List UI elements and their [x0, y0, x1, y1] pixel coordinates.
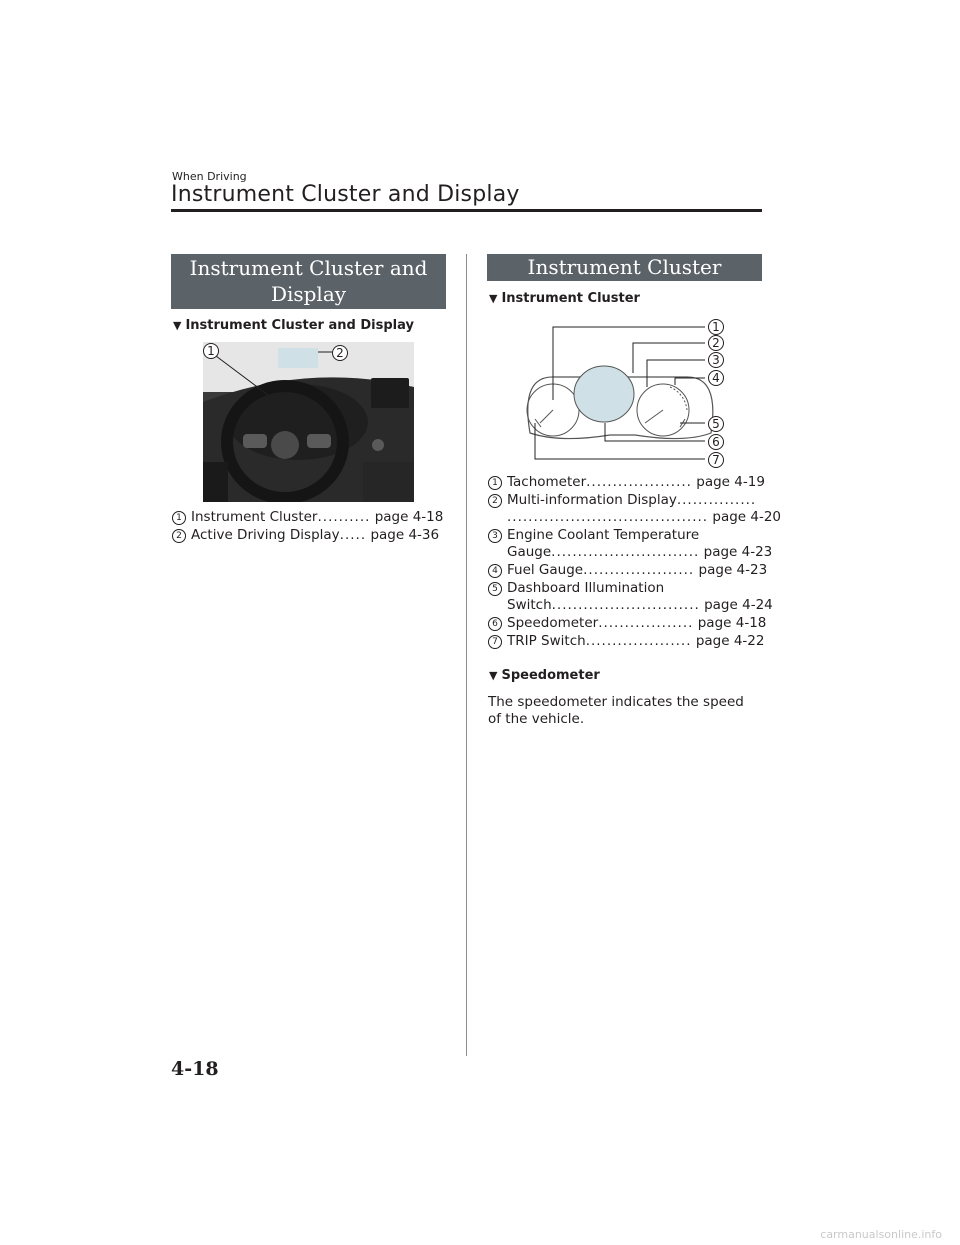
item-number: 3 — [488, 529, 502, 543]
item-page: page 4-24 — [704, 597, 773, 613]
right-subheading-text: Instrument Cluster — [501, 291, 640, 306]
item-dots: ............................ — [551, 544, 700, 560]
item-page: page 4-23 — [698, 562, 768, 578]
item-label: Fuel Gauge — [507, 562, 584, 578]
item-number: 2 — [488, 494, 502, 508]
list-item — [488, 527, 699, 544]
item-page: page 4-18 — [697, 615, 767, 631]
right-banner: Instrument Cluster — [487, 254, 762, 281]
left-banner: Instrument Cluster and Display — [171, 254, 446, 309]
list-item — [488, 474, 765, 491]
item-label: Active Driving Display — [191, 527, 340, 543]
callout-5: 5 — [708, 416, 724, 432]
item-dots: ............................ — [551, 597, 700, 613]
item-label: TRIP Switch — [507, 633, 586, 649]
item-number: 5 — [488, 582, 502, 596]
item-page: page 4-20 — [712, 509, 782, 525]
callout-6: 6 — [708, 434, 724, 450]
instrument-cluster-diagram — [515, 315, 730, 470]
triangle-icon: ▼ — [489, 669, 498, 682]
item-label: Multi-information Display — [507, 492, 677, 508]
item-number: 4 — [488, 564, 502, 578]
watermark: carmanualsonline.info — [820, 1228, 942, 1241]
item-number: 7 — [488, 635, 502, 649]
item-number: 2 — [172, 529, 186, 543]
item-label: Tachometer — [507, 474, 587, 490]
left-subheading — [173, 318, 414, 333]
item-label: Instrument Cluster — [191, 509, 318, 525]
list-item — [488, 633, 764, 650]
item-number: 1 — [488, 476, 502, 490]
item-dots: .................... — [586, 474, 692, 490]
left-leader-lines — [200, 340, 350, 420]
item-dots: .................. — [598, 615, 694, 631]
item-page: page 4-19 — [696, 474, 765, 490]
section-label: When Driving — [172, 170, 247, 183]
callout-1: 1 — [203, 343, 219, 359]
list-item — [172, 509, 443, 526]
item-dots: ..................... — [583, 562, 695, 578]
left-subheading-text: Instrument Cluster and Display — [185, 318, 414, 333]
triangle-icon: ▼ — [489, 292, 498, 305]
triangle-icon: ▼ — [173, 319, 182, 332]
item-number: 1 — [172, 511, 186, 525]
column-divider — [466, 254, 467, 1056]
speedometer-description: The speedometer indicates the speed of the vehicle. — [488, 694, 744, 727]
item-number: 6 — [488, 617, 502, 631]
item-dots: ............... — [676, 492, 757, 508]
item-dots: ..... — [339, 527, 367, 543]
list-item-continuation — [507, 597, 773, 614]
right-subheading — [489, 291, 640, 306]
page-title: Instrument Cluster and Display — [171, 182, 520, 207]
list-item — [488, 615, 766, 632]
item-label: Gauge — [507, 544, 552, 560]
list-item — [172, 527, 439, 544]
page-number: 4-18 — [171, 1058, 219, 1080]
list-item — [488, 580, 664, 597]
item-page: page 4-23 — [703, 544, 773, 560]
speedometer-subheading — [489, 668, 600, 683]
list-item — [488, 492, 756, 509]
item-page: page 4-18 — [374, 509, 444, 525]
list-item-continuation — [507, 509, 781, 526]
item-label: Engine Coolant Temperature — [507, 527, 700, 543]
callout-4: 4 — [708, 370, 724, 386]
callout-7: 7 — [708, 452, 724, 468]
item-dots: .......... — [317, 509, 371, 525]
item-page: page 4-22 — [695, 633, 765, 649]
callout-1: 1 — [708, 319, 724, 335]
item-label: Dashboard Illumination — [507, 580, 665, 596]
item-label: Speedometer — [507, 615, 599, 631]
item-page: page 4-36 — [370, 527, 440, 543]
item-label: Switch — [507, 597, 552, 613]
list-item-continuation — [507, 544, 772, 561]
callout-2: 2 — [708, 335, 724, 351]
list-item — [488, 562, 767, 579]
item-dots: .................... — [585, 633, 692, 649]
header-rule — [171, 209, 762, 212]
callout-2: 2 — [332, 345, 348, 361]
item-dots: ...................................... — [507, 509, 709, 525]
callout-3: 3 — [708, 352, 724, 368]
speedometer-heading-text: Speedometer — [501, 668, 600, 683]
